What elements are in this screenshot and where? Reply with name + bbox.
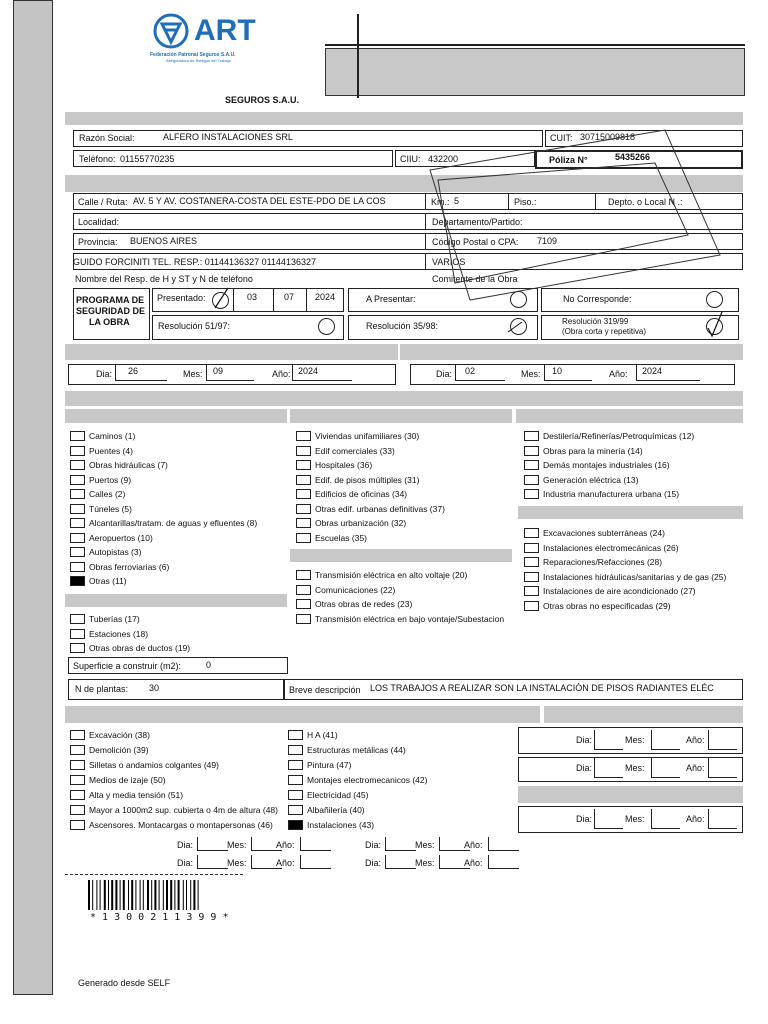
col1-label: Obras ferroviarias (6) bbox=[89, 561, 170, 572]
bottom-fecha-anio_label: Año: bbox=[464, 840, 483, 850]
depto-label: Depto. o Local N .: bbox=[608, 197, 683, 207]
cuit-value: 30715009818 bbox=[580, 132, 636, 142]
superficie-value: 0 bbox=[206, 660, 212, 670]
col1b-label: Estaciones (18) bbox=[89, 628, 149, 639]
tareas1-label: Alta y media tensión (51) bbox=[89, 790, 184, 800]
barcode-text: * 1 3 0 0 2 1 1 3 9 9 * bbox=[90, 912, 229, 923]
ini-anio: 2024 bbox=[298, 366, 319, 376]
ini-anio-label: Año: bbox=[272, 369, 291, 379]
r35-label: Resolución 35/98: bbox=[366, 321, 439, 331]
ini-dia: 26 bbox=[128, 366, 139, 376]
responsable-label: Nombre del Resp. de H y ST y N de teléfono bbox=[75, 274, 253, 284]
r51-label: Resolución 51/97: bbox=[158, 321, 231, 331]
tareas1-label: Silletas o andamios colgantes (49) bbox=[89, 760, 219, 770]
brand-tagline: Federación Patronal Seguros S.A.U. bbox=[150, 52, 236, 58]
footer-text: Generado desde SELF bbox=[78, 978, 171, 988]
tarea-fecha-mes_label: Mes: bbox=[625, 763, 645, 773]
tareas2-label: H A (41) bbox=[307, 730, 338, 740]
descripcion-value: LOS TRABAJOS A REALIZAR SON LA INSTALACIÓN DE PISOS RADIANTES ELÉC bbox=[370, 683, 714, 693]
tareas1-label: Demolición (39) bbox=[89, 745, 149, 755]
programa-title2: SEGURIDAD DE bbox=[76, 306, 146, 316]
km-value: 5 bbox=[454, 196, 460, 206]
cp-label: Código Postal o CPA: bbox=[432, 237, 519, 247]
col2b-label: Transmisión eléctrica en alto voltaje (20) bbox=[315, 570, 468, 580]
col3-label: Destilería/Refinerías/Petroquímicas (12) bbox=[543, 431, 695, 441]
tareas1-label: Mayor a 1000m2 sup. cubierta o 4m de altura (48) bbox=[89, 805, 278, 815]
plantas-label: N de plantas: bbox=[75, 684, 129, 694]
tarea-fecha-anio_label: Año: bbox=[686, 814, 705, 824]
tarea-fecha-mes_label: Mes: bbox=[625, 814, 645, 824]
presentado-label: Presentado: bbox=[157, 293, 206, 303]
km-label: Km.: bbox=[431, 197, 450, 207]
tareas2-label: Montajes electromecanicos (42) bbox=[307, 775, 428, 785]
col3b-label: Instalaciones hidráulicas/sanitarias y de gas (25) bbox=[543, 571, 727, 582]
tareas2-label: Electricidad (45) bbox=[307, 790, 369, 800]
col1-label: Autopistas (3) bbox=[89, 547, 142, 557]
tarea-fecha-dia_label: Dia: bbox=[576, 763, 593, 773]
col2-label: Obras urbanización (32) bbox=[315, 518, 407, 528]
col2-label: Edif. de pisos múltiples (31) bbox=[315, 474, 420, 485]
col1-label: Caminos (1) bbox=[89, 431, 136, 441]
bottom-fecha-anio_label: Año: bbox=[276, 858, 295, 868]
poliza-value: 5435266 bbox=[615, 152, 651, 162]
col2-label: Viviendas unifamiliares (30) bbox=[315, 431, 420, 441]
col1-label: Puertos (9) bbox=[89, 474, 132, 485]
tarea-fecha-anio_label: Año: bbox=[686, 735, 705, 745]
descripcion-label: Breve descripción bbox=[289, 685, 361, 695]
programa-title1: PROGRAMA DE bbox=[76, 295, 145, 305]
tareas2-label: Pintura (47) bbox=[307, 760, 352, 770]
col3-label: Generación eléctrica (13) bbox=[543, 474, 639, 485]
comitente-label: Comitente de la Obra bbox=[432, 274, 518, 284]
localidad-label: Localidad: bbox=[78, 217, 120, 227]
tarea-fecha-dia_label: Dia: bbox=[576, 735, 593, 745]
ciiu-value: 432200 bbox=[428, 154, 459, 164]
r319-sub: (Obra corta y repetitiva) bbox=[562, 327, 647, 336]
programa-title3: LA OBRA bbox=[89, 317, 130, 327]
calle-label: Calle / Ruta: bbox=[78, 197, 128, 207]
presentado-day: 03 bbox=[247, 292, 258, 302]
col2-label: Edificios de oficinas (34) bbox=[315, 489, 408, 499]
bottom-fecha-mes_label: Mes: bbox=[415, 858, 435, 868]
responsable-value: GUIDO FORCINITI TEL. RESP.: 01144136327 01144136327 bbox=[73, 257, 316, 267]
fin-dia: 02 bbox=[465, 366, 476, 376]
bottom-fecha-mes_label: Mes: bbox=[227, 858, 247, 868]
fin-anio-label: Año: bbox=[609, 369, 628, 379]
col1-label: Aeropuertos (10) bbox=[89, 532, 153, 543]
col3-label: Industria manufacturera urbana (15) bbox=[543, 489, 680, 499]
poliza-label: Póliza N° bbox=[549, 155, 588, 165]
bottom-fecha-anio_label: Año: bbox=[276, 840, 295, 850]
tareas1-label: Ascensores. Montacargas o montapersonas (46) bbox=[89, 820, 273, 830]
presentado-year: 2024 bbox=[315, 292, 336, 302]
col3b-label: Reparaciones/Refacciones (28) bbox=[543, 557, 663, 567]
fin-mes: 10 bbox=[552, 366, 563, 376]
col1-label: Obras hidráulicas (7) bbox=[89, 460, 168, 470]
ini-dia-label: Dia: bbox=[96, 369, 113, 379]
company-name: SEGUROS S.A.U. bbox=[225, 95, 300, 105]
cp-value: 7109 bbox=[537, 236, 558, 246]
col1b-label: Otras obras de ductos (19) bbox=[89, 643, 191, 653]
bottom-fecha-anio_label: Año: bbox=[464, 858, 483, 868]
fin-mes-label: Mes: bbox=[521, 369, 541, 379]
col2-label: Escuelas (35) bbox=[315, 532, 367, 543]
col3-label: Demás montajes industriales (16) bbox=[543, 460, 670, 470]
col3-label: Obras para la minería (14) bbox=[543, 445, 643, 456]
col2b-label: Transmisión eléctrica en bajo vontaje/Subestacion bbox=[315, 613, 505, 624]
tareas2-label: Instalaciones (43) bbox=[307, 820, 375, 830]
razon-label: Razón Social: bbox=[79, 133, 135, 143]
ciiu-label: CIIU: bbox=[400, 154, 421, 164]
comitente-value: VARIOS bbox=[432, 257, 466, 267]
presentado-month: 07 bbox=[284, 292, 295, 302]
col1-label: Puentes (4) bbox=[89, 445, 133, 456]
bottom-fecha-dia_label: Dia: bbox=[365, 840, 382, 850]
col1-label: Otras (11) bbox=[89, 576, 127, 586]
calle-value: AV. 5 Y AV. COSTANERA-COSTA DEL ESTE-PDO DE LA COS bbox=[133, 196, 386, 206]
bottom-fecha-dia_label: Dia: bbox=[177, 858, 194, 868]
brand-subtag: Aseguradora de Riesgos del Trabajo bbox=[166, 58, 231, 63]
brand-name: ART bbox=[194, 14, 256, 47]
ini-mes-label: Mes: bbox=[183, 369, 203, 379]
col2b-label: Comunicaciones (22) bbox=[315, 584, 396, 595]
razon-value: ALFERO INSTALACIONES SRL bbox=[163, 132, 293, 142]
col3b-label: Instalaciones de aire acondicionado (27) bbox=[543, 586, 696, 596]
bottom-fecha-dia_label: Dia: bbox=[365, 858, 382, 868]
partido-label: Departamento/Partido: bbox=[432, 217, 523, 227]
provincia-label: Provincia: bbox=[78, 237, 118, 247]
tareas1-label: Medios de izaje (50) bbox=[89, 775, 166, 785]
tareas2-label: Albañilería (40) bbox=[307, 805, 365, 815]
col3b-label: Instalaciones electromecánicas (26) bbox=[543, 542, 679, 553]
col2b-label: Otras obras de redes (23) bbox=[315, 599, 413, 609]
tarea-fecha-anio_label: Año: bbox=[686, 763, 705, 773]
col3b-label: Excavaciones subterráneas (24) bbox=[543, 528, 665, 538]
bottom-fecha-dia_label: Dia: bbox=[177, 840, 194, 850]
col2-label: Hospitales (36) bbox=[315, 460, 373, 470]
fin-dia-label: Dia: bbox=[436, 369, 453, 379]
bottom-fecha-mes_label: Mes: bbox=[415, 840, 435, 850]
r319-label: Resolución 319/99 bbox=[562, 317, 629, 326]
col2-label: Otras edif. urbanas definitivas (37) bbox=[315, 503, 445, 514]
superficie-label: Superficie a construir (m2): bbox=[73, 661, 182, 671]
cuit-label: CUIT: bbox=[550, 133, 573, 143]
tareas2-label: Estructuras metálicas (44) bbox=[307, 745, 406, 755]
nocorresponde-label: No Corresponde: bbox=[563, 294, 632, 304]
tarea-fecha-dia_label: Dia: bbox=[576, 814, 593, 824]
col1-label: Alcantarillas/tratam. de aguas y efluentes (8) bbox=[89, 518, 258, 528]
col2-label: Edif comerciales (33) bbox=[315, 445, 395, 456]
apresentar-label: A Presentar: bbox=[366, 294, 416, 304]
col1-label: Calles (2) bbox=[89, 489, 126, 499]
tel-value: 01155770235 bbox=[120, 154, 175, 164]
fin-anio: 2024 bbox=[642, 366, 663, 376]
tarea-fecha-mes_label: Mes: bbox=[625, 735, 645, 745]
tareas1-label: Excavación (38) bbox=[89, 730, 150, 740]
plantas-value: 30 bbox=[149, 683, 160, 693]
col1b-label: Tuberías (17) bbox=[89, 614, 140, 624]
ini-mes: 09 bbox=[213, 366, 224, 376]
provincia-value: BUENOS AIRES bbox=[130, 236, 198, 246]
piso-label: Piso.: bbox=[514, 197, 537, 207]
tel-label: Teléfono: bbox=[79, 154, 116, 164]
col3b-label: Otras obras no especificadas (29) bbox=[543, 600, 671, 611]
col1-label: Túneles (5) bbox=[89, 503, 132, 514]
bottom-fecha-mes_label: Mes: bbox=[227, 840, 247, 850]
